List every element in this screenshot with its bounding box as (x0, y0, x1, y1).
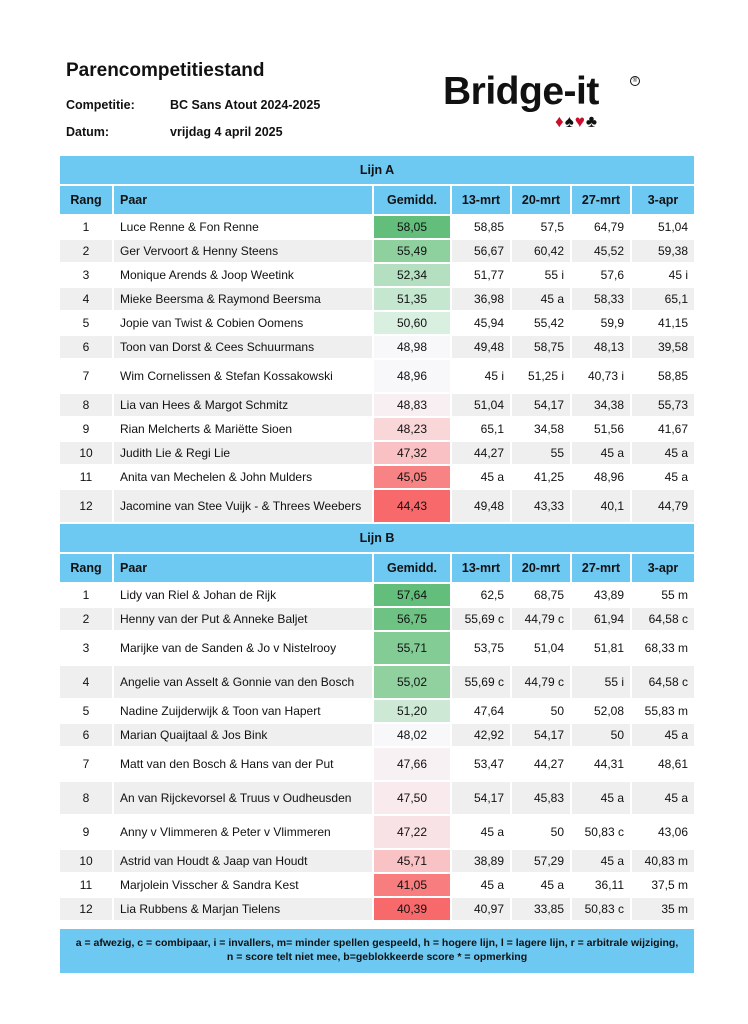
table-row (60, 898, 694, 922)
score-cell: 55 i (572, 666, 632, 700)
score-cell: 50 (572, 724, 632, 748)
pair-cell: Monique Arends & Joop Weetink (114, 264, 374, 288)
table-row (60, 216, 694, 240)
score-cell: 51,04 (452, 394, 512, 418)
bridge-it-logo (443, 72, 643, 142)
rank-cell: 7 (60, 748, 114, 782)
rank-cell: 12 (60, 898, 114, 922)
score-cell: 57,5 (512, 216, 572, 240)
table-row (60, 264, 694, 288)
score-cell: 48,13 (572, 336, 632, 360)
column-header-rank: Rang (60, 554, 114, 584)
score-cell: 48,96 (572, 466, 632, 490)
score-cell: 40,1 (572, 490, 632, 524)
score-cell: 68,75 (512, 584, 572, 608)
rank-cell: 2 (60, 240, 114, 264)
score-cell: 61,94 (572, 608, 632, 632)
score-cell: 45 a (632, 724, 694, 748)
pair-cell: Lidy van Riel & Johan de Rijk (114, 584, 374, 608)
score-cell: 58,75 (512, 336, 572, 360)
score-cell: 45 a (452, 816, 512, 850)
pair-cell: Mieke Beersma & Raymond Beersma (114, 288, 374, 312)
registered-mark: ® (630, 76, 640, 86)
pair-cell: Toon van Dorst & Cees Schuurmans (114, 336, 374, 360)
column-header-date: 3-apr (632, 554, 694, 584)
section-title: Lijn A (60, 156, 694, 186)
standings-table (60, 156, 694, 922)
score-cell: 55 (512, 442, 572, 466)
score-cell: 45 a (512, 288, 572, 312)
score-cell: 41,15 (632, 312, 694, 336)
table-row (60, 360, 694, 394)
column-header-date: 13-mrt (452, 554, 512, 584)
pair-cell: Henny van der Put & Anneke Baljet (114, 608, 374, 632)
table-row (60, 418, 694, 442)
score-cell: 45 a (452, 874, 512, 898)
average-cell: 51,20 (374, 700, 452, 724)
score-cell: 58,85 (452, 216, 512, 240)
score-cell: 45 i (632, 264, 694, 288)
rank-cell: 3 (60, 264, 114, 288)
table-row (60, 336, 694, 360)
pair-cell: Jacomine van Stee Vuijk - & Threes Weebers (114, 490, 374, 524)
score-cell: 59,38 (632, 240, 694, 264)
score-cell: 55,42 (512, 312, 572, 336)
average-cell: 48,02 (374, 724, 452, 748)
average-cell: 48,83 (374, 394, 452, 418)
score-cell: 45 a (452, 466, 512, 490)
column-header-pair: Paar (114, 186, 374, 216)
score-cell: 44,79 c (512, 666, 572, 700)
average-cell: 55,71 (374, 632, 452, 666)
score-cell: 57,6 (572, 264, 632, 288)
pair-cell: Wim Cornelissen & Stefan Kossakowski (114, 360, 374, 394)
score-cell: 52,08 (572, 700, 632, 724)
rank-cell: 9 (60, 816, 114, 850)
score-cell: 39,58 (632, 336, 694, 360)
score-cell: 43,89 (572, 584, 632, 608)
average-cell: 44,43 (374, 490, 452, 524)
pair-cell: Luce Renne & Fon Renne (114, 216, 374, 240)
column-header-date: 27-mrt (572, 186, 632, 216)
score-cell: 51,04 (512, 632, 572, 666)
score-cell: 38,89 (452, 850, 512, 874)
score-cell: 34,58 (512, 418, 572, 442)
table-row (60, 874, 694, 898)
score-cell: 51,04 (632, 216, 694, 240)
score-cell: 40,83 m (632, 850, 694, 874)
pair-cell: Matt van den Bosch & Hans van der Put (114, 748, 374, 782)
average-cell: 52,34 (374, 264, 452, 288)
score-cell: 44,27 (452, 442, 512, 466)
section-title: Lijn B (60, 524, 694, 554)
pair-cell: Marijke van de Sanden & Jo v Nistelrooy (114, 632, 374, 666)
average-cell: 48,96 (374, 360, 452, 394)
column-header-date: 13-mrt (452, 186, 512, 216)
score-cell: 45,83 (512, 782, 572, 816)
pair-cell: Marjolein Visscher & Sandra Kest (114, 874, 374, 898)
rank-cell: 1 (60, 216, 114, 240)
table-row (60, 240, 694, 264)
score-cell: 45 a (632, 782, 694, 816)
score-cell: 54,17 (512, 724, 572, 748)
score-cell: 53,75 (452, 632, 512, 666)
score-cell: 57,29 (512, 850, 572, 874)
table-row (60, 466, 694, 490)
average-cell: 47,50 (374, 782, 452, 816)
rank-cell: 10 (60, 442, 114, 466)
score-cell: 49,48 (452, 490, 512, 524)
score-cell: 37,5 m (632, 874, 694, 898)
table-row (60, 394, 694, 418)
table-row (60, 748, 694, 782)
score-cell: 53,47 (452, 748, 512, 782)
rank-cell: 3 (60, 632, 114, 666)
average-cell: 55,02 (374, 666, 452, 700)
pair-cell: Jopie van Twist & Cobien Oomens (114, 312, 374, 336)
score-cell: 51,77 (452, 264, 512, 288)
score-cell: 36,98 (452, 288, 512, 312)
score-cell: 59,9 (572, 312, 632, 336)
column-header-average: Gemidd. (374, 554, 452, 584)
score-cell: 68,33 m (632, 632, 694, 666)
score-cell: 36,11 (572, 874, 632, 898)
logo-text: Bridge-it (443, 70, 599, 113)
competition-label: Competitie: (66, 98, 135, 112)
score-cell: 45 a (632, 466, 694, 490)
rank-cell: 5 (60, 312, 114, 336)
table-row (60, 666, 694, 700)
score-cell: 50 (512, 700, 572, 724)
score-cell: 64,58 c (632, 608, 694, 632)
score-cell: 43,06 (632, 816, 694, 850)
score-cell: 65,1 (632, 288, 694, 312)
score-cell: 58,85 (632, 360, 694, 394)
column-header-date: 20-mrt (512, 554, 572, 584)
table-row (60, 700, 694, 724)
rank-cell: 1 (60, 584, 114, 608)
legend: a = afwezig, c = combipaar, i = invallers, m= minder spellen gespeeld, h = hogere lijn, l = lagere lijn, r = arbitrale wijziging, n = score telt niet mee, b=geblokkeerde score * = opmerking (60, 929, 694, 973)
score-cell: 56,67 (452, 240, 512, 264)
rank-cell: 11 (60, 466, 114, 490)
pair-cell: Nadine Zuijderwijk & Toon van Hapert (114, 700, 374, 724)
score-cell: 60,42 (512, 240, 572, 264)
score-cell: 45 a (572, 442, 632, 466)
score-cell: 64,58 c (632, 666, 694, 700)
rank-cell: 4 (60, 288, 114, 312)
table-row (60, 782, 694, 816)
score-cell: 51,56 (572, 418, 632, 442)
pair-cell: Lia van Hees & Margot Schmitz (114, 394, 374, 418)
score-cell: 45 a (572, 850, 632, 874)
table-row (60, 850, 694, 874)
score-cell: 34,38 (572, 394, 632, 418)
average-cell: 47,22 (374, 816, 452, 850)
pair-cell: Anita van Mechelen & John Mulders (114, 466, 374, 490)
average-cell: 48,23 (374, 418, 452, 442)
column-header-date: 3-apr (632, 186, 694, 216)
score-cell: 62,5 (452, 584, 512, 608)
score-cell: 47,64 (452, 700, 512, 724)
pair-cell: Angelie van Asselt & Gonnie van den Bosch (114, 666, 374, 700)
score-cell: 41,25 (512, 466, 572, 490)
column-header-date: 27-mrt (572, 554, 632, 584)
score-cell: 45 a (572, 782, 632, 816)
score-cell: 65,1 (452, 418, 512, 442)
score-cell: 64,79 (572, 216, 632, 240)
average-cell: 48,98 (374, 336, 452, 360)
rank-cell: 6 (60, 336, 114, 360)
rank-cell: 10 (60, 850, 114, 874)
score-cell: 55,73 (632, 394, 694, 418)
table-row (60, 816, 694, 850)
score-cell: 40,97 (452, 898, 512, 922)
average-cell: 40,39 (374, 898, 452, 922)
average-cell: 56,75 (374, 608, 452, 632)
rank-cell: 6 (60, 724, 114, 748)
pair-cell: Marian Quaijtaal & Jos Bink (114, 724, 374, 748)
score-cell: 51,81 (572, 632, 632, 666)
score-cell: 54,17 (512, 394, 572, 418)
table-row (60, 442, 694, 466)
score-cell: 44,79 c (512, 608, 572, 632)
score-cell: 45 a (512, 874, 572, 898)
score-cell: 45,52 (572, 240, 632, 264)
average-cell: 57,64 (374, 584, 452, 608)
page-title: Parencompetitiestand (66, 60, 265, 81)
pair-cell: Judith Lie & Regi Lie (114, 442, 374, 466)
score-cell: 45,94 (452, 312, 512, 336)
column-header-pair: Paar (114, 554, 374, 584)
average-cell: 45,05 (374, 466, 452, 490)
pair-cell: Anny v Vlimmeren & Peter v Vlimmeren (114, 816, 374, 850)
score-cell: 44,27 (512, 748, 572, 782)
score-cell: 40,73 i (572, 360, 632, 394)
rank-cell: 4 (60, 666, 114, 700)
average-cell: 45,71 (374, 850, 452, 874)
score-cell: 49,48 (452, 336, 512, 360)
score-cell: 44,79 (632, 490, 694, 524)
average-cell: 55,49 (374, 240, 452, 264)
score-cell: 55,69 c (452, 608, 512, 632)
competition-value: BC Sans Atout 2024-2025 (170, 98, 321, 112)
column-header-rank: Rang (60, 186, 114, 216)
table-row (60, 490, 694, 524)
average-cell: 58,05 (374, 216, 452, 240)
pair-cell: Lia Rubbens & Marjan Tielens (114, 898, 374, 922)
pair-cell: Astrid van Houdt & Jaap van Houdt (114, 850, 374, 874)
table-row (60, 724, 694, 748)
table-row (60, 312, 694, 336)
pair-cell: An van Rijckevorsel & Truus v Oudheusden (114, 782, 374, 816)
pair-cell: Ger Vervoort & Henny Steens (114, 240, 374, 264)
rank-cell: 2 (60, 608, 114, 632)
rank-cell: 7 (60, 360, 114, 394)
card-suits-icon: ♦♠♥♣ (555, 112, 598, 131)
column-header-date: 20-mrt (512, 186, 572, 216)
table-row (60, 608, 694, 632)
rank-cell: 8 (60, 782, 114, 816)
average-cell: 47,66 (374, 748, 452, 782)
score-cell: 50 (512, 816, 572, 850)
score-cell: 58,33 (572, 288, 632, 312)
rank-cell: 11 (60, 874, 114, 898)
score-cell: 45 a (632, 442, 694, 466)
rank-cell: 12 (60, 490, 114, 524)
rank-cell: 5 (60, 700, 114, 724)
average-cell: 47,32 (374, 442, 452, 466)
table-row (60, 584, 694, 608)
score-cell: 55 m (632, 584, 694, 608)
score-cell: 43,33 (512, 490, 572, 524)
score-cell: 50,83 c (572, 898, 632, 922)
date-label: Datum: (66, 125, 110, 139)
score-cell: 55,69 c (452, 666, 512, 700)
table-row (60, 288, 694, 312)
score-cell: 51,25 i (512, 360, 572, 394)
score-cell: 55,83 m (632, 700, 694, 724)
score-cell: 42,92 (452, 724, 512, 748)
score-cell: 41,67 (632, 418, 694, 442)
score-cell: 48,61 (632, 748, 694, 782)
rank-cell: 9 (60, 418, 114, 442)
score-cell: 35 m (632, 898, 694, 922)
pair-cell: Rian Melcherts & Mariëtte Sioen (114, 418, 374, 442)
score-cell: 50,83 c (572, 816, 632, 850)
score-cell: 54,17 (452, 782, 512, 816)
average-cell: 41,05 (374, 874, 452, 898)
table-row (60, 632, 694, 666)
rank-cell: 8 (60, 394, 114, 418)
score-cell: 44,31 (572, 748, 632, 782)
score-cell: 45 i (452, 360, 512, 394)
average-cell: 50,60 (374, 312, 452, 336)
date-value: vrijdag 4 april 2025 (170, 125, 283, 139)
score-cell: 33,85 (512, 898, 572, 922)
average-cell: 51,35 (374, 288, 452, 312)
score-cell: 55 i (512, 264, 572, 288)
column-header-average: Gemidd. (374, 186, 452, 216)
